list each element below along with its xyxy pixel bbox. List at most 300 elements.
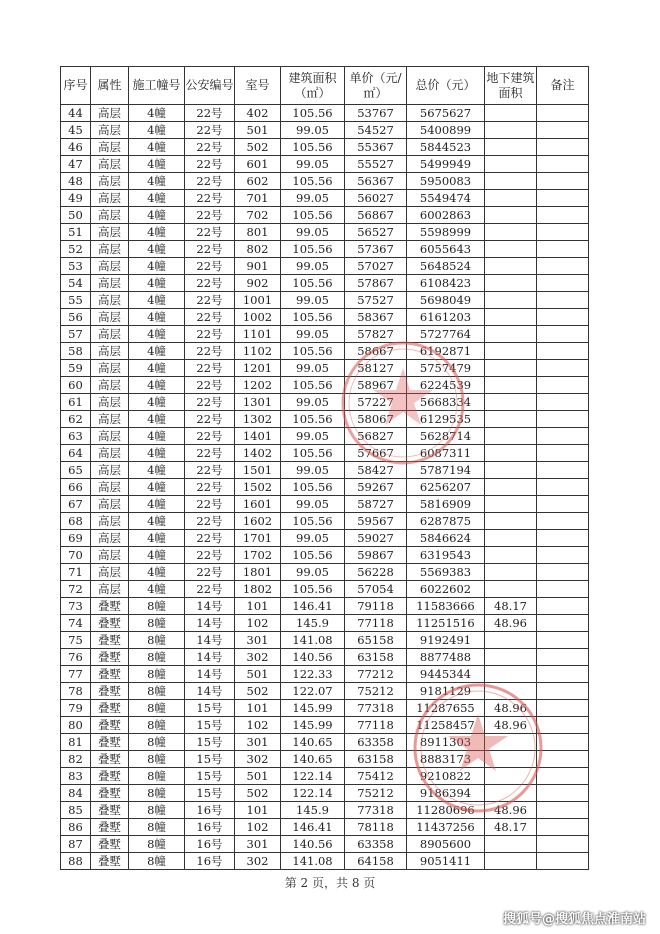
column-header: 序号 [61,67,91,105]
table-cell: 57667 [345,445,407,462]
table-cell [537,598,589,615]
table-row [61,700,589,717]
table-cell: 5668334 [407,394,485,411]
table-cell: 55527 [345,156,407,173]
table-cell [485,292,537,309]
table-cell: 4幢 [129,224,185,241]
table-row [61,802,589,819]
table-cell: 51 [61,224,91,241]
table-cell: 高层 [91,173,129,190]
table-row [61,564,589,581]
table-cell: 高层 [91,513,129,530]
table-cell: 75 [61,632,91,649]
table-cell [485,105,537,122]
table-cell: 11287655 [407,700,485,717]
table-cell: 1401 [235,428,281,445]
table-cell: 22号 [185,479,235,496]
table-cell: 高层 [91,581,129,598]
table-cell: 146.41 [281,819,345,836]
table-cell: 6192871 [407,343,485,360]
table-cell: 8幢 [129,632,185,649]
table-cell [485,836,537,853]
table-cell: 22号 [185,462,235,479]
table-cell: 102 [235,717,281,734]
table-cell: 14号 [185,649,235,666]
table-cell: 高层 [91,377,129,394]
table-cell: 54 [61,275,91,292]
table-cell: 22号 [185,173,235,190]
table-cell: 70 [61,547,91,564]
table-cell: 1601 [235,496,281,513]
table-cell: 58127 [345,360,407,377]
table-cell: 4幢 [129,513,185,530]
table-cell: 22号 [185,513,235,530]
table-cell [537,683,589,700]
table-cell: 4幢 [129,173,185,190]
table-cell: 叠墅 [91,700,129,717]
table-cell: 1802 [235,581,281,598]
table-cell: 76 [61,649,91,666]
table-cell: 1101 [235,326,281,343]
column-header: 单价（元/㎡） [345,67,407,105]
table-cell [485,513,537,530]
table-cell [485,309,537,326]
table-cell: 79118 [345,598,407,615]
table-cell [485,139,537,156]
table-cell: 8幢 [129,802,185,819]
table-cell: 4幢 [129,275,185,292]
table-cell: 6256207 [407,479,485,496]
table-cell: 4幢 [129,122,185,139]
table-cell: 1102 [235,343,281,360]
table-cell: 77118 [345,615,407,632]
column-header: 建筑面积（㎡） [281,67,345,105]
column-header: 施工幢号 [129,67,185,105]
table-cell [485,445,537,462]
table-cell: 15号 [185,700,235,717]
table-cell: 4幢 [129,547,185,564]
table-cell: 8幢 [129,768,185,785]
table-row [61,105,589,122]
table-cell: 5757479 [407,360,485,377]
table-cell: 8幢 [129,649,185,666]
table-cell: 4幢 [129,207,185,224]
table-row [61,122,589,139]
table-cell: 14号 [185,615,235,632]
table-cell: 4幢 [129,428,185,445]
table-cell: 301 [235,734,281,751]
table-cell: 4幢 [129,530,185,547]
table-cell: 63358 [345,836,407,853]
table-cell: 高层 [91,564,129,581]
table-cell: 57 [61,326,91,343]
table-cell [485,122,537,139]
table-cell [485,649,537,666]
table-cell: 145.9 [281,615,345,632]
table-cell: 83 [61,768,91,785]
table-cell [537,173,589,190]
table-row [61,445,589,462]
table-cell: 105.56 [281,377,345,394]
table-cell [537,360,589,377]
table-cell: 1002 [235,309,281,326]
table-cell: 22号 [185,394,235,411]
table-cell: 高层 [91,241,129,258]
table-cell: 8幢 [129,717,185,734]
table-cell [537,105,589,122]
table-cell: 802 [235,241,281,258]
table-cell: 64 [61,445,91,462]
table-cell: 22号 [185,343,235,360]
table-cell: 1402 [235,445,281,462]
table-cell: 99.05 [281,258,345,275]
table-cell: 99.05 [281,224,345,241]
table-cell [485,326,537,343]
table-cell [485,496,537,513]
table-cell: 22号 [185,258,235,275]
table-cell: 11437256 [407,819,485,836]
table-cell: 9445344 [407,666,485,683]
table-cell: 140.65 [281,734,345,751]
table-cell: 302 [235,751,281,768]
table-cell: 78 [61,683,91,700]
table-cell: 高层 [91,139,129,156]
table-cell: 701 [235,190,281,207]
table-cell: 56527 [345,224,407,241]
table-row [61,547,589,564]
table-cell: 8幢 [129,598,185,615]
table-cell: 22号 [185,275,235,292]
table-cell [485,275,537,292]
table-cell: 80 [61,717,91,734]
table-cell [537,496,589,513]
table-cell: 75212 [345,683,407,700]
table-cell: 8幢 [129,836,185,853]
table-cell [485,428,537,445]
table-cell [485,207,537,224]
table-cell: 57867 [345,275,407,292]
table-cell: 9181129 [407,683,485,700]
table-cell: 57054 [345,581,407,598]
table-cell: 叠墅 [91,853,129,870]
table-cell: 22号 [185,564,235,581]
table-cell: 101 [235,802,281,819]
column-header: 总价（元） [407,67,485,105]
table-cell: 22号 [185,411,235,428]
table-cell: 59 [61,360,91,377]
table-cell: 56 [61,309,91,326]
table-cell: 57367 [345,241,407,258]
table-cell: 140.65 [281,751,345,768]
table-row [61,683,589,700]
table-cell: 高层 [91,156,129,173]
table-cell: 56367 [345,173,407,190]
table-cell: 5549474 [407,190,485,207]
table-cell [485,343,537,360]
table-cell [537,564,589,581]
table-cell: 4幢 [129,445,185,462]
table-cell: 58 [61,343,91,360]
table-cell: 57827 [345,326,407,343]
table-row [61,343,589,360]
table-cell [537,241,589,258]
table-cell: 46 [61,139,91,156]
table-cell: 4幢 [129,496,185,513]
table-cell [537,768,589,785]
table-cell: 5846624 [407,530,485,547]
table-cell: 6087311 [407,445,485,462]
table-cell: 105.56 [281,411,345,428]
table-cell [485,751,537,768]
table-cell: 高层 [91,207,129,224]
table-cell: 叠墅 [91,751,129,768]
table-cell [485,241,537,258]
table-cell: 402 [235,105,281,122]
table-cell: 叠墅 [91,683,129,700]
table-cell: 4幢 [129,156,185,173]
table-cell: 45 [61,122,91,139]
table-cell [485,377,537,394]
table-row [61,581,589,598]
table-cell: 302 [235,853,281,870]
table-cell: 63158 [345,751,407,768]
table-cell: 141.08 [281,632,345,649]
table-cell [537,513,589,530]
table-row [61,785,589,802]
table-cell: 105.56 [281,105,345,122]
table-cell: 105.56 [281,207,345,224]
table-cell [485,156,537,173]
table-cell: 9051411 [407,853,485,870]
table-row [61,394,589,411]
table-cell: 1702 [235,547,281,564]
table-cell: 22号 [185,224,235,241]
table-cell: 高层 [91,343,129,360]
table-cell: 叠墅 [91,717,129,734]
table-cell: 99.05 [281,156,345,173]
table-cell: 73 [61,598,91,615]
table-cell [485,530,537,547]
table-cell: 8幢 [129,734,185,751]
table-cell: 50 [61,207,91,224]
table-cell: 57227 [345,394,407,411]
table-cell [485,224,537,241]
table-cell: 4幢 [129,581,185,598]
table-row [61,717,589,734]
table-cell: 22号 [185,547,235,564]
table-cell: 5499949 [407,156,485,173]
table-cell: 702 [235,207,281,224]
table-cell: 9210822 [407,768,485,785]
table-cell: 6224539 [407,377,485,394]
table-cell: 22号 [185,581,235,598]
table-row [61,275,589,292]
table-cell: 高层 [91,547,129,564]
table-cell [537,139,589,156]
table-cell [485,853,537,870]
table-cell [485,683,537,700]
table-cell: 141.08 [281,853,345,870]
table-cell: 14号 [185,632,235,649]
table-cell: 高层 [91,309,129,326]
column-header: 属性 [91,67,129,105]
table-cell: 22号 [185,530,235,547]
table-cell: 102 [235,819,281,836]
table-cell: 高层 [91,445,129,462]
table-row [61,836,589,853]
table-cell: 6161203 [407,309,485,326]
table-cell: 16号 [185,853,235,870]
table-cell: 22号 [185,496,235,513]
table-cell: 86 [61,819,91,836]
table-cell: 22号 [185,292,235,309]
table-cell: 1501 [235,462,281,479]
table-cell: 叠墅 [91,768,129,785]
table-cell [485,479,537,496]
table-cell: 75412 [345,768,407,785]
table-cell: 4幢 [129,479,185,496]
table-cell: 48 [61,173,91,190]
table-cell: 301 [235,836,281,853]
table-row [61,292,589,309]
table-cell: 4幢 [129,394,185,411]
table-cell: 5698049 [407,292,485,309]
table-cell: 78118 [345,819,407,836]
table-cell: 105.56 [281,139,345,156]
table-cell [537,394,589,411]
table-cell: 高层 [91,360,129,377]
table-cell: 55367 [345,139,407,156]
table-cell: 22号 [185,326,235,343]
table-cell: 22号 [185,156,235,173]
table-cell [537,615,589,632]
table-cell [485,547,537,564]
table-cell: 48.96 [485,700,537,717]
table-cell: 48.96 [485,717,537,734]
table-row [61,173,589,190]
table-cell [537,207,589,224]
table-row [61,462,589,479]
table-cell: 501 [235,666,281,683]
table-cell: 5727764 [407,326,485,343]
table-cell: 99.05 [281,190,345,207]
table-cell [537,853,589,870]
table-row [61,139,589,156]
table-cell: 6319543 [407,547,485,564]
table-cell: 65158 [345,632,407,649]
table-cell: 44 [61,105,91,122]
table-cell [537,632,589,649]
table-cell: 8幢 [129,751,185,768]
table-cell: 16号 [185,819,235,836]
table-cell [537,411,589,428]
table-cell: 502 [235,683,281,700]
table-cell: 105.56 [281,513,345,530]
table-row [61,360,589,377]
table-row [61,207,589,224]
price-table [60,66,589,870]
table-cell: 146.41 [281,598,345,615]
table-cell: 高层 [91,292,129,309]
table-cell: 22号 [185,428,235,445]
table-cell: 6287875 [407,513,485,530]
table-cell [485,394,537,411]
table-cell: 6022602 [407,581,485,598]
table-cell: 99.05 [281,564,345,581]
table-cell [537,530,589,547]
table-cell: 1801 [235,564,281,581]
table-cell: 5648524 [407,258,485,275]
table-row [61,377,589,394]
table-cell: 6055643 [407,241,485,258]
table-cell: 4幢 [129,139,185,156]
column-header: 备注 [537,67,589,105]
table-cell: 叠墅 [91,802,129,819]
table-cell: 102 [235,615,281,632]
table-cell [485,462,537,479]
table-cell: 59567 [345,513,407,530]
table-cell: 99.05 [281,122,345,139]
table-cell [485,360,537,377]
table-cell: 79 [61,700,91,717]
watermark-text: 搜狐号@搜狐焦点淮南站 [502,912,646,927]
table-cell: 叠墅 [91,666,129,683]
table-cell: 11583666 [407,598,485,615]
table-cell: 5569383 [407,564,485,581]
table-cell: 99.05 [281,394,345,411]
table-cell: 8幢 [129,666,185,683]
table-cell: 5400899 [407,122,485,139]
table-cell: 8幢 [129,615,185,632]
table-cell: 99.05 [281,462,345,479]
table-cell [537,275,589,292]
table-cell: 高层 [91,530,129,547]
table-cell: 4幢 [129,292,185,309]
table-cell: 58727 [345,496,407,513]
table-cell: 57527 [345,292,407,309]
table-cell: 22号 [185,190,235,207]
table-cell: 101 [235,598,281,615]
table-cell: 74 [61,615,91,632]
table-cell: 22号 [185,360,235,377]
table-cell: 68 [61,513,91,530]
table-cell [537,156,589,173]
table-cell [537,445,589,462]
table-cell: 8877488 [407,649,485,666]
table-cell: 4幢 [129,462,185,479]
table-cell: 16号 [185,802,235,819]
table-cell: 88 [61,853,91,870]
table-cell: 6002863 [407,207,485,224]
table-cell: 叠墅 [91,785,129,802]
table-cell [537,802,589,819]
table-cell: 8幢 [129,853,185,870]
table-cell: 602 [235,173,281,190]
table-cell: 15号 [185,734,235,751]
table-cell: 58427 [345,462,407,479]
table-cell: 302 [235,649,281,666]
table-cell [485,564,537,581]
table-cell [537,700,589,717]
table-cell: 15号 [185,751,235,768]
table-row [61,258,589,275]
table-cell: 5816909 [407,496,485,513]
table-cell: 85 [61,802,91,819]
table-cell: 15号 [185,785,235,802]
table-cell [537,258,589,275]
table-cell: 122.33 [281,666,345,683]
table-cell: 61 [61,394,91,411]
